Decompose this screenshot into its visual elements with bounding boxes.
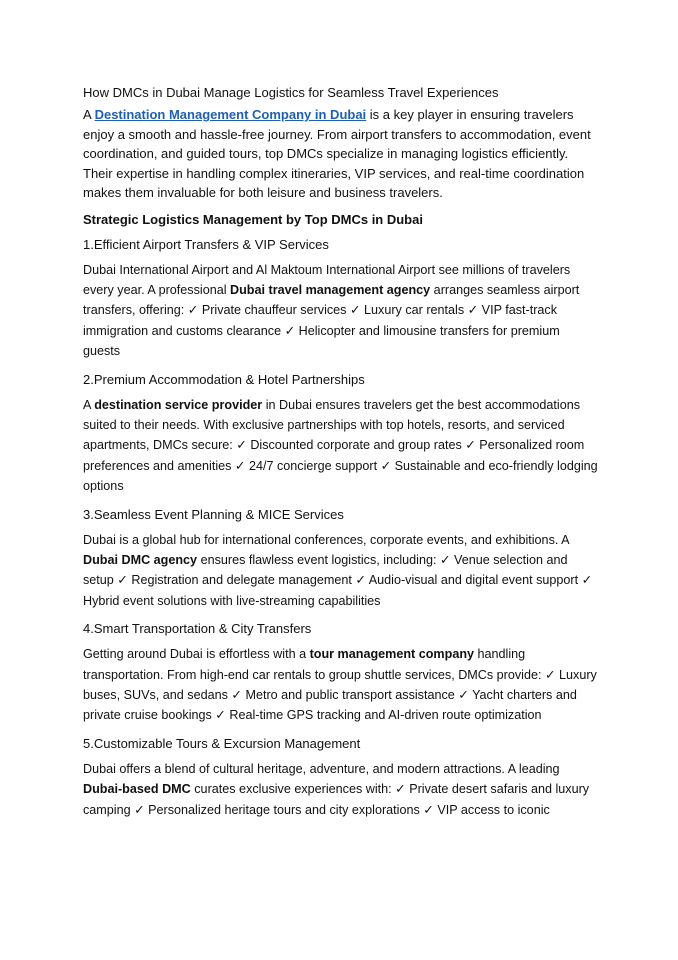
section-paragraph-3 — [83, 530, 598, 612]
section-3-text-pre: Dubai is a global hub for international conferences, corporate events, and exhibitions. A — [83, 532, 569, 547]
intro-paragraph — [83, 105, 598, 203]
section-3-bold-term: Dubai DMC agency — [83, 552, 198, 567]
section-paragraph-4 — [83, 644, 598, 726]
dmc-dubai-link[interactable]: Destination Management Company in Dubai — [94, 107, 367, 122]
section-paragraph-5 — [83, 759, 598, 820]
section-1-text-post: arranges seamless airport transfers, offering: ✓ Private chauffeur services ✓ Luxury car rentals ✓ VIP fast-track immigration and customs clearance ✓ Helicopter and limousine transfers for premium guests — [83, 282, 580, 359]
section-heading-2: 2.Premium Accommodation & Hotel Partnerships — [83, 371, 365, 387]
section-subtitle: Strategic Logistics Management by Top DMCs in Dubai — [83, 211, 423, 227]
section-heading-5: 5.Customizable Tours & Excursion Management — [83, 735, 361, 751]
section-heading-4: 4.Smart Transportation & City Transfers — [83, 621, 312, 637]
section-1-text-pre: Dubai International Airport and Al Maktoum International Airport see millions of travelers every year. A professional — [83, 262, 571, 297]
section-4-text-post: handling transportation. From high-end car rentals to group shuttle services, DMCs provide: ✓ Luxury buses, SUVs, and sedans ✓ Metro and public transport assistance ✓ Yacht charters and private cruise bookings ✓ Real-time GPS tracking and AI-driven route optimization — [83, 647, 597, 723]
section-5-text-pre: Dubai offers a blend of cultural heritage, adventure, and modern attractions. A leading — [83, 761, 560, 776]
intro-prefix: A — [83, 107, 95, 122]
intro-rest: is a key player in ensuring travelers enjoy a smooth and hassle-free journey. From airport transfers to accommodation, event coordination, and guided tours, top DMCs specialize in managing logistics efficiently. Their expertise in handling complex itineraries, VIP services, and real-time coordination makes them invaluable for both leisure and business travelers. — [83, 107, 591, 200]
section-heading-3: 3.Seamless Event Planning & MICE Services — [83, 506, 344, 522]
document-title: How DMCs in Dubai Manage Logistics for Seamless Travel Experiences — [83, 85, 499, 100]
section-paragraph-1 — [83, 260, 598, 362]
section-3-text-post: ensures flawless event logistics, including: ✓ Venue selection and setup ✓ Registration and delegate management ✓ Audio-visual and digital event support ✓ Hybrid event solutions with live-streaming capabilities — [83, 552, 593, 608]
section-2-text-pre: A — [83, 397, 95, 412]
section-2-bold-term: destination service provider — [94, 397, 263, 412]
section-4-bold-term: tour management company — [309, 647, 475, 662]
section-paragraph-2 — [83, 395, 598, 497]
section-1-bold-term: Dubai travel management agency — [230, 282, 431, 297]
section-5-bold-term: Dubai-based DMC — [83, 782, 191, 797]
section-4-text-pre: Getting around Dubai is effortless with a — [83, 647, 310, 662]
section-5-text-post: curates exclusive experiences with: ✓ Private desert safaris and luxury camping ✓ Personalized heritage tours and city explorations ✓ VIP access to iconic — [83, 782, 590, 817]
section-2-text-post: in Dubai ensures travelers get the best accommodations suited to their needs. With exclusive partnerships with top hotels, resorts, and serviced apartments, DMCs secure: ✓ Discounted corporate and group rates ✓ Personalized room preferences and amenities ✓ 24/7 concierge support ✓ Sustainable and eco-friendly lodging options — [83, 397, 598, 494]
section-heading-1: 1.Efficient Airport Transfers & VIP Services — [83, 236, 329, 252]
